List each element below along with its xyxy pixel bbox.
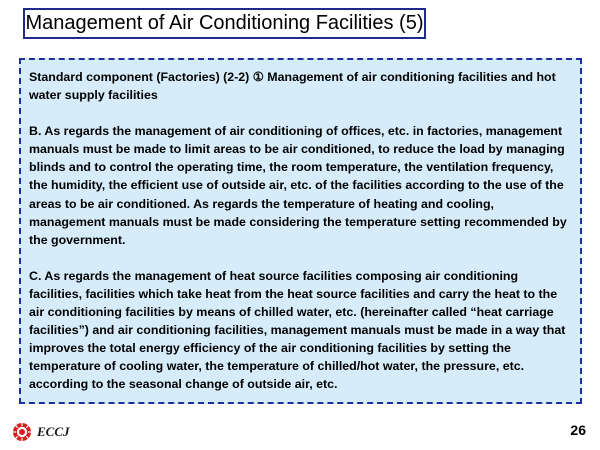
slide-title: Management of Air Conditioning Facilities (5) xyxy=(25,12,424,34)
paragraph-c: C. As regards the management of heat source facilities composing air conditioning facilities, facilities which take heat from the heat source facilities and carry the heat to the air conditioning facilities by means of chilled water, etc. (hereinafter called “heat carriage facilities”) and air conditioning facilities, management manuals must be made in a way that improves the total energy efficiency of the air conditioning facilities by setting the temperature of cooling water, the temperature of chilled/hot water, the pressure, etc. according to the seasonal change of outside air, etc. xyxy=(29,268,566,392)
content-box xyxy=(19,58,582,404)
eccj-emblem-icon xyxy=(12,422,32,442)
eccj-logo xyxy=(12,421,70,443)
paragraph-b: B. As regards the management of air conditioning of offices, etc. in factories, management manuals must be made to limit areas to be air conditioned, to reduce the load by managing blinds and to control the operating time, the room temperature, the ventilation frequency, the humidity, the efficient use of outside air, etc. of the facilities according to the use of the areas to be air conditioned. As regards the temperature of heating and cooling, management manuals must be made considering the temperature setting recommended by the government. xyxy=(29,124,567,247)
page-number: 26 xyxy=(570,422,586,438)
content-heading: Standard component (Factories) (2-2) ① Management of air conditioning facilities and hot water supply facilities xyxy=(29,70,556,103)
logo-text: ECCJ xyxy=(37,424,70,439)
slide-title-box xyxy=(23,8,426,39)
